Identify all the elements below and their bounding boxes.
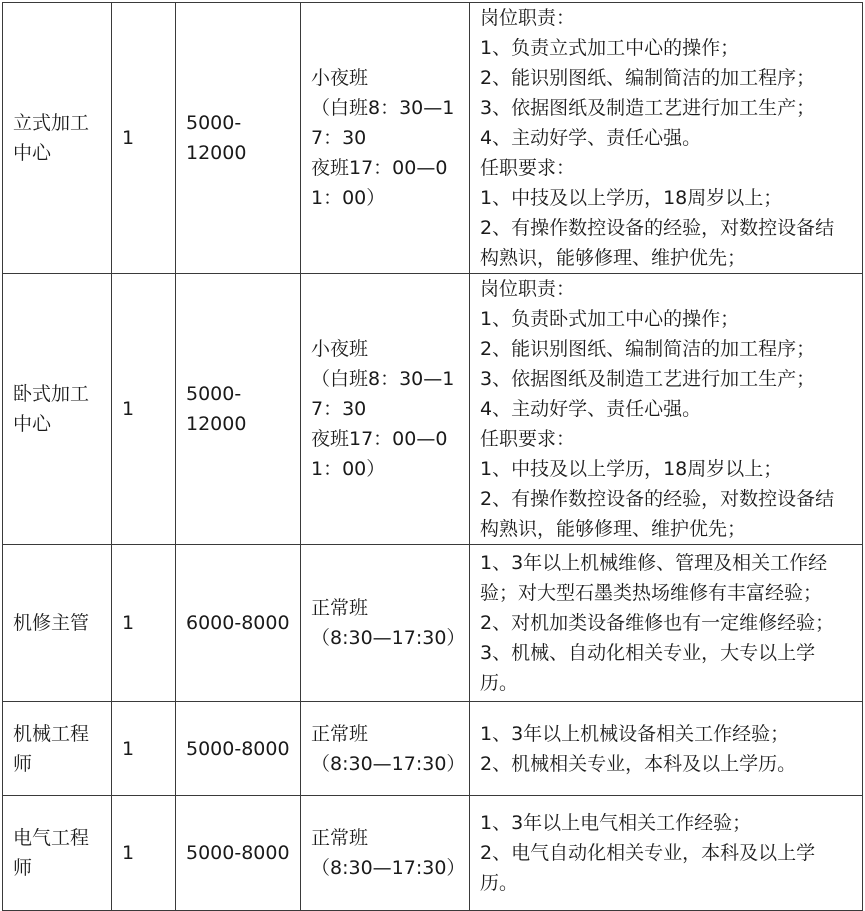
description-cell	[470, 796, 863, 911]
description-line: 2、机械相关专业，本科及以上学历。	[480, 752, 797, 775]
shift-cell: 正常班 （8:30—17:30）	[301, 702, 470, 796]
description-line: 2、电气自动化相关专业，本科及以上学	[480, 842, 816, 864]
description-line: 1、负责立式加工中心的操作；	[480, 37, 740, 59]
salary-range: 5000-8000	[186, 737, 290, 760]
salary-range: 6000-8000	[186, 612, 290, 634]
salary-cell	[176, 3, 301, 274]
position-cell	[3, 702, 112, 796]
description-line: 3、依据图纸及制造工艺进行加工生产；	[480, 368, 816, 390]
headcount: 1	[122, 612, 135, 634]
headcount-cell	[112, 274, 176, 545]
description-line: 历。	[480, 672, 519, 694]
headcount: 1	[122, 737, 135, 760]
table-row	[3, 3, 863, 274]
position-cell	[3, 545, 112, 702]
description-line: 2、能识别图纸、编制简洁的加工程序；	[480, 338, 816, 360]
description-line: 1、负责卧式加工中心的操作；	[480, 308, 740, 330]
salary-cell	[176, 274, 301, 545]
headcount-cell	[112, 796, 176, 911]
description-line: 任职要求：	[480, 428, 576, 450]
table-row	[3, 545, 863, 702]
job-table	[2, 2, 863, 911]
description-line: 3、机械、自动化相关专业，大专以上学	[480, 642, 816, 664]
description-line: 岗位职责：	[480, 278, 576, 300]
description-line: 岗位职责：	[480, 7, 576, 29]
shift-cell: 正常班 （8:30—17:30）	[301, 545, 470, 702]
description-line: 1、3年以上机械维修、管理及相关工作经	[480, 552, 828, 574]
description-line: 任职要求：	[480, 157, 576, 179]
description-line: 1、中技及以上学历，18周岁以上；	[480, 187, 783, 209]
description-cell	[470, 545, 863, 702]
description-line: 3、依据图纸及制造工艺进行加工生产；	[480, 97, 816, 119]
position-name: 机械工程 师	[13, 722, 90, 775]
description-cell	[470, 274, 863, 545]
headcount: 1	[122, 127, 135, 149]
salary-range: 5000-8000	[186, 842, 290, 864]
description-line: 4、主动好学、责任心强。	[480, 127, 702, 149]
description-cell	[470, 3, 863, 274]
description-line: 历。	[480, 872, 519, 894]
description-line: 2、对机加类设备维修也有一定维修经验；	[480, 612, 835, 634]
description-cell	[470, 702, 863, 796]
position-cell	[3, 274, 112, 545]
description-line: 2、有操作数控设备的经验，对数控设备结	[480, 217, 835, 239]
description-line: 构熟识，能够修理、维护优先；	[480, 247, 747, 269]
position-name: 机修主管	[13, 612, 90, 634]
headcount-cell	[112, 3, 176, 274]
description-line: 构熟识，能够修理、维护优先；	[480, 518, 747, 540]
description-line: 1、3年以上电气相关工作经验；	[480, 812, 752, 834]
shift-cell: 小夜班 （白班8：30—1 7：30 夜班17：00—0 1：00）	[301, 274, 470, 545]
description-line: 1、3年以上机械设备相关工作经验；	[480, 722, 790, 745]
headcount-cell	[112, 702, 176, 796]
description-line: 4、主动好学、责任心强。	[480, 398, 702, 420]
position-name: 卧式加工 中心	[13, 383, 90, 435]
salary-cell	[176, 796, 301, 911]
description-line: 验；对大型石墨类热场维修有丰富经验；	[480, 582, 823, 604]
shift-cell: 小夜班 （白班8：30—1 7：30 夜班17：00—0 1：00）	[301, 3, 470, 274]
position-name: 立式加工 中心	[13, 112, 90, 164]
shift-cell: 正常班 （8:30—17:30）	[301, 796, 470, 911]
description-line: 2、有操作数控设备的经验，对数控设备结	[480, 488, 835, 510]
headcount: 1	[122, 842, 135, 864]
description-line: 2、能识别图纸、编制简洁的加工程序；	[480, 67, 816, 89]
headcount-cell	[112, 545, 176, 702]
position-cell	[3, 796, 112, 911]
salary-range: 5000-12000	[186, 112, 247, 164]
table-row	[3, 702, 863, 796]
position-cell	[3, 3, 112, 274]
headcount: 1	[122, 398, 135, 420]
position-name: 电气工程 师	[13, 827, 90, 879]
table-row	[3, 274, 863, 545]
salary-cell	[176, 545, 301, 702]
table-row	[3, 796, 863, 911]
description-line: 1、中技及以上学历，18周岁以上；	[480, 458, 783, 480]
salary-cell	[176, 702, 301, 796]
salary-range: 5000-12000	[186, 383, 247, 435]
